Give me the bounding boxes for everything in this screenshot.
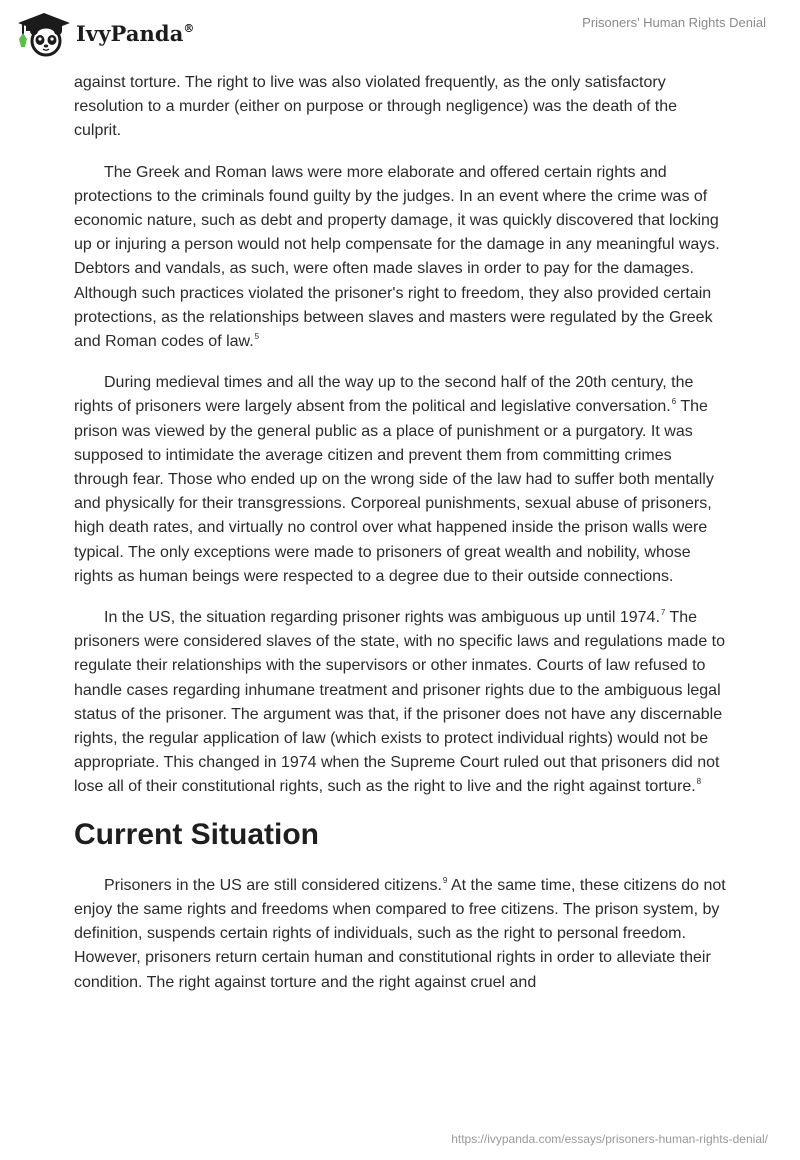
paragraph-3: During medieval times and all the way up to the second half of the 20th century, the rights of prisoners were largely absent from the political and legislative conversation.$^6$ The prison was viewed by the general public as a place of punishment or a purgatory. It was supposed to intimidate the average citizen and prevent them from committing crimes through fear. Those who ended up on the wrong side of the law had to suffer both mentally and physically for their transgressions. Corporeal punishments, sexual abuse of prisoners, high death rates, and virtually no control over what happened inside the prison walls were typical. The only exceptions were made to prisoners of great wealth and nobility, whose rights as human beings were respected to a degree due to their outside connections. [74,374,714,585]
paragraph-1: against torture. The right to live was also violated frequently, as the only satisfactory resolution to a murder (either on purpose or through negligence) was the death of the culprit. [74,74,678,140]
paragraph-5: Prisoners in the US are still considered citizens.$^9$ At the same time, these citizens do not enjoy the same rights and freedoms when compared to free citizens. The prison system, by definition, suspends certain rights of individuals, such as the right to personal freedom. However, prisoners return certain human and constitutional rights in order to alleviate their condition. The right against torture and the right against cruel and [74,875,726,991]
document-title: Prisoners' Human Rights Denial [582,15,766,30]
paragraph-4: In the US, the situation regarding prisoner rights was ambiguous up until 1974.$^7$ The prisoners were considered slaves of the state, with no specific laws and regulations made to regulate their relationships with the supervisors or other inmates. Courts of law refused to handle cases regarding inhumane treatment and prisoner rights due to the ambiguous legal status of the prisoner. The argument was that, if the prisoner does not have any discernable rights, the regular application of law (which exists to protect individual rights) would not be appropriate. This changed in 1974 when the Supreme Court ruled out that prisoners did not lose all of their constitutional rights, such as the right to live and the right against torture.$^8$ [74,608,726,796]
logo[interactable] [14,9,195,57]
footer-url[interactable]: https://ivypanda.com/essays/prisoners-human-rights-denial/ [451,1132,768,1146]
panda-graduate-icon [14,9,70,57]
footnote-ref-8[interactable]: 8 [696,777,702,787]
page-header [0,0,800,66]
essay-body [74,71,726,1012]
footnote-ref-6[interactable]: 6 [671,397,677,407]
footnote-ref-9[interactable]: 9 [442,875,448,885]
paragraph-2: The Greek and Roman laws were more elaborate and offered certain rights and protections to the criminals found guilty by the judges. In an event where the crime was of economic nature, such as debt and property damage, it was quickly discovered that locking up or injuring a person would not help compensate for the damage in any meaningful ways. Debtors and vandals, as such, were often made slaves in order to pay for the damages. Although such practices violated the prisoner's right to freedom, they also provided certain protections, as the relationships between slaves and masters were regulated by the Greek and Roman codes of law.$^5$ [74,163,720,351]
footnote-ref-7[interactable]: 7 [660,608,666,618]
logo-text: IvyPanda® [76,20,195,46]
footnote-ref-5[interactable]: 5 [254,332,260,342]
section-heading: Current Situation [74,817,319,851]
